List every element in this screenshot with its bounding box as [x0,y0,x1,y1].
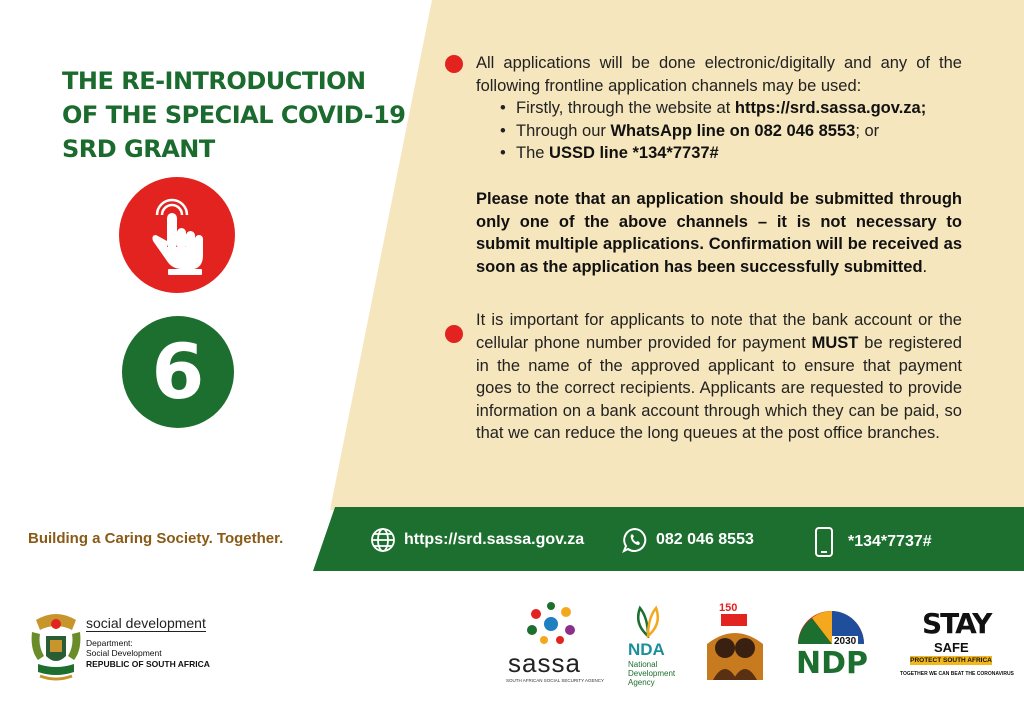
mobile-phone-icon [814,527,834,557]
whatsapp-number[interactable]: 082 046 8553 [656,531,754,548]
nda-subtitle: National Development Agency [628,660,676,687]
step-number-badge [122,316,234,428]
globe-icon [370,527,396,553]
department-text: social development Department: Social Development REPUBLIC OF SOUTH AFRICA [86,615,210,669]
red-bullet-icon [445,55,463,73]
sassa-hands-logo [522,602,580,646]
stay-text: STAY [922,607,991,640]
website-link[interactable]: https://srd.sassa.gov.za [404,531,585,548]
sassa-subtitle: SOUTH AFRICAN SOCIAL SECURITY AGENCY [506,678,605,683]
channel-list [476,97,962,165]
red-bullet-icon [445,325,463,343]
whatsapp-icon [622,527,648,553]
sassa-logo-text: sassa [508,648,581,678]
content-area [476,52,962,445]
submission-note: Please note that an application should be submitted through only one of the above channels – it is not necessary to submit multiple applications. Confirmation will be received as soon as the application has been successfully submitted. [476,189,962,276]
nda-logo-text: NDA [628,640,665,659]
bank-account-notice: It is important for applicants to note that the bank account or the cellular phone number provided for payment MUST be registered in the name of the approved applicant to ensure that payment goes to the correct recipients. Applicants are requested to provide information on a bank account through which they can be paid, so that we can reduce the long queues at the post office branches. [476,311,962,443]
anniversary-number: 150 [719,602,738,614]
title-line-1: THE RE-INTRODUCTION [62,67,366,95]
website-contact[interactable] [370,527,584,553]
page-title [62,64,406,166]
safe-text: SAFE [934,640,969,655]
whatsapp-contact[interactable] [622,527,754,553]
title-line-2: OF THE SPECIAL COVID-19 [62,101,406,129]
pointing-hand-badge [119,177,235,293]
anniversary-portrait-logo [703,614,767,684]
title-line-3: SRD GRANT [62,135,215,163]
coat-of-arms-logo [28,610,84,684]
channel-website: • Firstly, through the website at https://srd.sassa.gov.za; [500,97,962,120]
applications-intro: All applications will be done electronic/digitally and any of the following frontline application channels may be used: [476,54,962,95]
ussd-code[interactable]: *134*7737# [848,533,932,550]
tagline: Building a Caring Society. Together. [28,530,284,547]
step-number: 6 [151,327,205,416]
ndp-year: 2030 [834,636,857,647]
channel-whatsapp: • Through our WhatsApp line on 082 046 8553; or [500,120,962,143]
ndp-logo-text: NDP [796,646,868,681]
protect-banner: PROTECT SOUTH AFRICA [910,657,992,664]
ussd-contact[interactable] [814,527,932,557]
pointing-hand-icon [142,195,212,275]
channel-ussd: • The USSD line *134*7737# [500,142,962,165]
together-slogan: TOGETHER WE CAN BEAT THE CORONAVIRUS [900,671,1014,677]
nda-leaf-logo [630,604,666,638]
